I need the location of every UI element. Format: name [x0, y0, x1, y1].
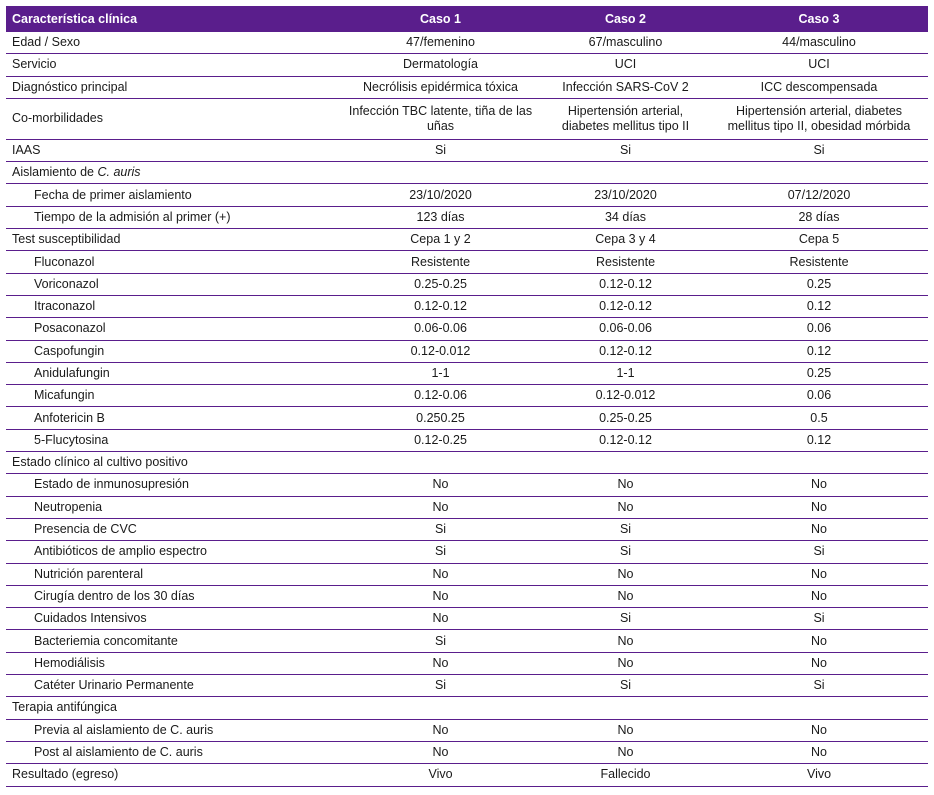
row-label-text: Diagnóstico principal	[12, 79, 128, 94]
table-row	[6, 541, 928, 563]
row-label	[6, 318, 340, 340]
case-2-value: 0.12-0.12	[541, 340, 710, 362]
case-1-value: Dermatología	[340, 54, 541, 76]
case-3-value: No	[710, 585, 928, 607]
table-row	[6, 608, 928, 630]
case-2-value: No	[541, 563, 710, 585]
case-2-value: No	[541, 496, 710, 518]
row-label	[6, 474, 340, 496]
case-2-value: Si	[541, 541, 710, 563]
case-2-value	[541, 162, 710, 184]
case-3-value: No	[710, 652, 928, 674]
case-1-value: 0.12-0.12	[340, 295, 541, 317]
case-2-value: Cepa 3 y 4	[541, 229, 710, 251]
table-row	[6, 496, 928, 518]
case-3-value: 28 días	[710, 206, 928, 228]
case-3-value: UCI	[710, 54, 928, 76]
clinical-characteristics-table	[6, 6, 928, 787]
table-row	[6, 76, 928, 98]
case-2-value: No	[541, 630, 710, 652]
case-3-value	[710, 697, 928, 719]
table-row	[6, 474, 928, 496]
case-3-value: No	[710, 719, 928, 741]
row-label	[6, 407, 340, 429]
row-label-text: Posaconazol	[34, 321, 106, 336]
case-1-value: No	[340, 474, 541, 496]
row-label-text: Cirugía dentro de los 30 días	[34, 588, 195, 603]
row-label-text: Caspofungin	[34, 343, 105, 358]
row-label	[6, 719, 340, 741]
header-characteristic: Característica clínica	[6, 6, 340, 32]
row-label	[6, 563, 340, 585]
row-label-text: Voriconazol	[34, 276, 99, 291]
case-2-value: Hipertensión arterial, diabetes mellitus tipo II	[541, 98, 710, 139]
case-1-value: No	[340, 496, 541, 518]
row-label	[6, 652, 340, 674]
case-2-value: Si	[541, 139, 710, 161]
case-3-value: ICC descompensada	[710, 76, 928, 98]
table-row	[6, 563, 928, 585]
row-label	[6, 229, 340, 251]
case-3-value: 0.06	[710, 318, 928, 340]
table-row	[6, 295, 928, 317]
case-2-value: No	[541, 474, 710, 496]
case-2-value: 1-1	[541, 362, 710, 384]
row-label-text: Co-morbilidades	[12, 111, 104, 126]
case-1-value	[340, 162, 541, 184]
row-label	[6, 32, 340, 54]
case-2-value: Fallecido	[541, 764, 710, 786]
row-label-text: Bacteriemia concomitante	[34, 633, 178, 648]
case-2-value: 0.12-0.012	[541, 385, 710, 407]
row-label-text: Fecha de primer aislamiento	[34, 187, 192, 202]
case-3-value: No	[710, 496, 928, 518]
table-row	[6, 229, 928, 251]
table-row	[6, 675, 928, 697]
case-2-value: Resistente	[541, 251, 710, 273]
table-row	[6, 630, 928, 652]
case-3-value: 0.25	[710, 362, 928, 384]
case-3-value: 0.5	[710, 407, 928, 429]
table-row	[6, 585, 928, 607]
case-2-value: Si	[541, 675, 710, 697]
case-1-value: Resistente	[340, 251, 541, 273]
row-label-text: Cuidados Intensivos	[34, 611, 147, 626]
case-1-value: Infección TBC latente, tiña de las uñas	[340, 98, 541, 139]
row-label	[6, 452, 340, 474]
row-label-text: Estado de inmunosupresión	[34, 477, 189, 492]
case-3-value: Resistente	[710, 251, 928, 273]
case-1-value: No	[340, 585, 541, 607]
case-2-value: No	[541, 585, 710, 607]
case-3-value: Si	[710, 139, 928, 161]
table-header-row	[6, 6, 928, 32]
row-label-text: Hemodiálisis	[34, 655, 105, 670]
row-label-text: Servicio	[12, 57, 57, 72]
table-row	[6, 206, 928, 228]
case-1-value: Vivo	[340, 764, 541, 786]
table-row	[6, 362, 928, 384]
case-1-value: No	[340, 719, 541, 741]
case-2-value: 0.12-0.12	[541, 273, 710, 295]
table-row	[6, 184, 928, 206]
row-label-text: Previa al aislamiento de C. auris	[34, 722, 214, 737]
table-row	[6, 162, 928, 184]
case-2-value: 0.06-0.06	[541, 318, 710, 340]
row-label	[6, 385, 340, 407]
row-label	[6, 206, 340, 228]
row-label-text: Terapia antifúngica	[12, 700, 117, 715]
case-2-value: No	[541, 719, 710, 741]
case-2-value: 34 días	[541, 206, 710, 228]
case-3-value	[710, 162, 928, 184]
case-3-value: Si	[710, 541, 928, 563]
row-label	[6, 764, 340, 786]
case-3-value: No	[710, 518, 928, 540]
table-row	[6, 652, 928, 674]
row-label	[6, 139, 340, 161]
row-label	[6, 585, 340, 607]
case-2-value: No	[541, 652, 710, 674]
row-label-text: Nutrición parenteral	[34, 566, 144, 581]
case-1-value: Cepa 1 y 2	[340, 229, 541, 251]
case-1-value: No	[340, 652, 541, 674]
case-3-value: No	[710, 630, 928, 652]
table-row	[6, 318, 928, 340]
case-2-value: 67/masculino	[541, 32, 710, 54]
case-3-value: 0.06	[710, 385, 928, 407]
row-label	[6, 675, 340, 697]
table-row	[6, 385, 928, 407]
table-row	[6, 518, 928, 540]
case-3-value: 07/12/2020	[710, 184, 928, 206]
row-label-text: Anidulafungin	[34, 366, 110, 380]
table-row	[6, 429, 928, 451]
row-label	[6, 741, 340, 763]
case-2-value: 0.12-0.12	[541, 295, 710, 317]
row-label	[6, 429, 340, 451]
case-3-value: Si	[710, 675, 928, 697]
table-row	[6, 741, 928, 763]
case-1-value	[340, 697, 541, 719]
case-1-value: Si	[340, 518, 541, 540]
row-label-text: Post al aislamiento de C. auris	[34, 745, 203, 760]
case-2-value	[541, 697, 710, 719]
row-label	[6, 630, 340, 652]
table-row	[6, 139, 928, 161]
table-row	[6, 273, 928, 295]
case-1-value: 0.12-0.06	[340, 385, 541, 407]
row-label-text: Presencia de CVC	[34, 522, 137, 537]
case-3-value: No	[710, 563, 928, 585]
row-label-text: Micafungin	[34, 388, 95, 403]
row-label	[6, 251, 340, 273]
row-label	[6, 76, 340, 98]
row-label	[6, 54, 340, 76]
case-2-value	[541, 452, 710, 474]
header-case-2: Caso 2	[541, 6, 710, 32]
row-label-text: Edad / Sexo	[12, 35, 81, 50]
row-label-text: Aislamiento de	[12, 165, 98, 180]
case-3-value: Hipertensión arterial, diabetes mellitus tipo II, obesidad mórbida	[710, 98, 928, 139]
case-1-value: Si	[340, 630, 541, 652]
case-1-value: 0.06-0.06	[340, 318, 541, 340]
header-case-3: Caso 3	[710, 6, 928, 32]
case-1-value: No	[340, 563, 541, 585]
row-label	[6, 518, 340, 540]
case-3-value: 0.12	[710, 340, 928, 362]
row-label-text: Itraconazol	[34, 299, 96, 314]
table-row	[6, 764, 928, 786]
case-2-value: Infección SARS-CoV 2	[541, 76, 710, 98]
table-body	[6, 32, 928, 786]
table-row	[6, 697, 928, 719]
case-3-value: 44/masculino	[710, 32, 928, 54]
row-label	[6, 340, 340, 362]
case-1-value: 23/10/2020	[340, 184, 541, 206]
case-2-value: Si	[541, 608, 710, 630]
case-2-value: 23/10/2020	[541, 184, 710, 206]
table-row	[6, 719, 928, 741]
table-row	[6, 251, 928, 273]
case-1-value: 0.250.25	[340, 407, 541, 429]
row-label	[6, 541, 340, 563]
case-2-value: No	[541, 741, 710, 763]
row-label	[6, 608, 340, 630]
case-1-value: 0.12-0.012	[340, 340, 541, 362]
row-label	[6, 184, 340, 206]
case-1-value: No	[340, 608, 541, 630]
table-row	[6, 407, 928, 429]
table-row	[6, 98, 928, 139]
case-3-value: Cepa 5	[710, 229, 928, 251]
case-3-value: 0.12	[710, 429, 928, 451]
case-3-value: 0.12	[710, 295, 928, 317]
row-label	[6, 496, 340, 518]
case-3-value: No	[710, 474, 928, 496]
row-label-text: Resultado (egreso)	[12, 767, 119, 782]
row-label-text: Catéter Urinario Permanente	[34, 678, 194, 693]
case-1-value: 123 días	[340, 206, 541, 228]
case-1-value: Si	[340, 675, 541, 697]
row-label-species: C. auris	[97, 165, 141, 180]
row-label-text: IAAS	[12, 143, 41, 158]
table-row	[6, 32, 928, 54]
row-label-text: Test susceptibilidad	[12, 232, 121, 247]
row-label-text: Tiempo de la admisión al primer (+)	[34, 209, 231, 224]
case-3-value: No	[710, 741, 928, 763]
row-label-text: Fluconazol	[34, 254, 95, 269]
case-1-value: No	[340, 741, 541, 763]
table-row	[6, 340, 928, 362]
row-label	[6, 362, 340, 384]
case-1-value	[340, 452, 541, 474]
case-1-value: Si	[340, 541, 541, 563]
row-label	[6, 273, 340, 295]
table-row	[6, 54, 928, 76]
case-2-value: UCI	[541, 54, 710, 76]
row-label	[6, 295, 340, 317]
case-3-value: Vivo	[710, 764, 928, 786]
case-1-value: 0.12-0.25	[340, 429, 541, 451]
case-2-value: 0.12-0.12	[541, 429, 710, 451]
row-label	[6, 162, 340, 184]
case-3-value: Si	[710, 608, 928, 630]
case-2-value: 0.25-0.25	[541, 407, 710, 429]
case-1-value: 47/femenino	[340, 32, 541, 54]
row-label-text: Neutropenia	[34, 499, 103, 514]
row-label	[6, 697, 340, 719]
row-label-text: 5-Flucytosina	[34, 432, 109, 447]
case-3-value: 0.25	[710, 273, 928, 295]
case-2-value: Si	[541, 518, 710, 540]
row-label-text: Antibióticos de amplio espectro	[34, 544, 208, 559]
case-1-value: 0.25-0.25	[340, 273, 541, 295]
header-case-1: Caso 1	[340, 6, 541, 32]
case-1-value: Si	[340, 139, 541, 161]
row-label-text: Anfotericin B	[34, 410, 105, 425]
row-label-text: Estado clínico al cultivo positivo	[12, 455, 188, 470]
row-label	[6, 98, 340, 139]
case-1-value: Necrólisis epidérmica tóxica	[340, 76, 541, 98]
case-3-value	[710, 452, 928, 474]
case-1-value: 1-1	[340, 362, 541, 384]
table-row	[6, 452, 928, 474]
